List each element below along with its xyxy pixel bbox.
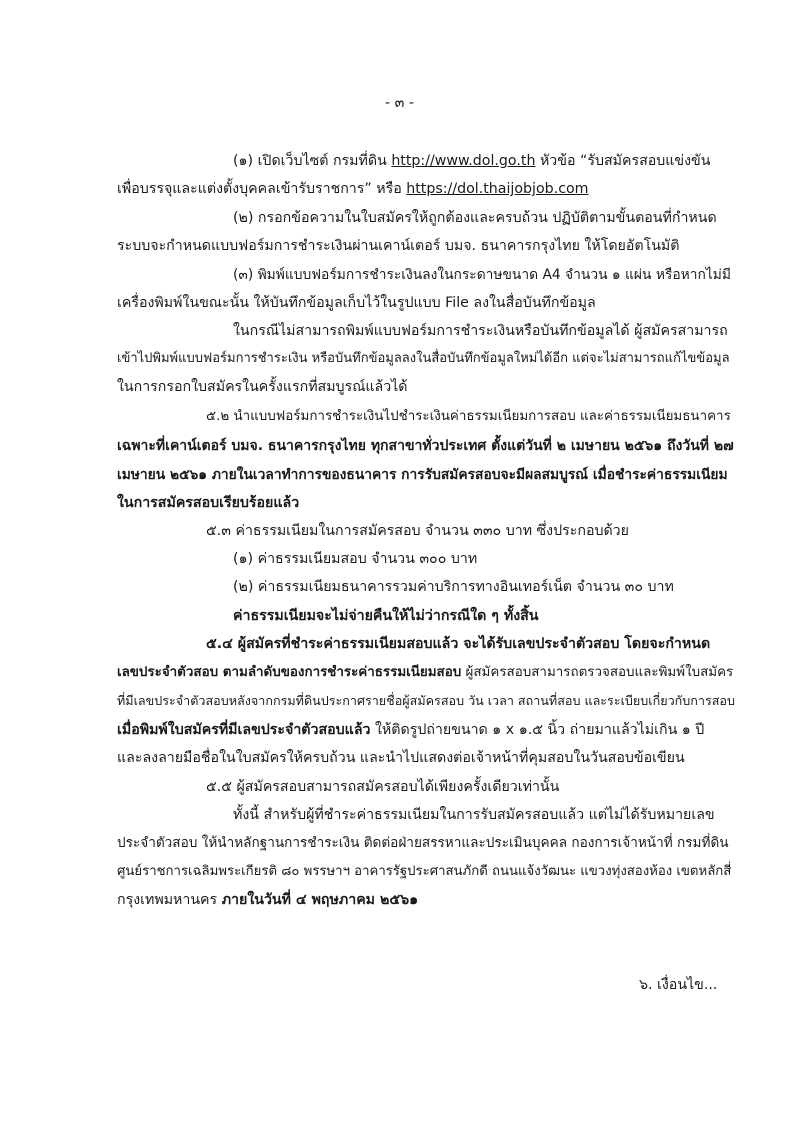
section-5-2-line-3: เมษายน ๒๕๖๑ ภายในเวลาทำการของธนาคาร การรับสมัครสอบจะมีผลสมบูรณ์ เมื่อชำระค่าธรรมเนียม [117,467,728,483]
step-2-line-2: ระบบจะกำหนดแบบฟอร์มการชำระเงินผ่านเคาน์เตอร์ บมจ. ธนาคารกรุงไทย ให้โดยอัตโนมัติ [117,238,680,254]
step-1-line-2 [117,176,589,202]
continuation-marker: ๖. เงื่อนไข... [639,977,718,993]
deadline-date: ภายในวันที่ ๔ พฤษภาคม ๒๕๖๑ [221,892,419,908]
section-5-4-text-c: ให้ติดรูปถ่ายขนาด ๑ x ๑.๕ นิ้ว ถ่ายมาแล้วไม่เกิน ๑ ปี [370,722,705,738]
section-5-5-text-a: กรุงเทพมหานคร [117,892,222,908]
section-5-4-bold-a: เลขประจำตัวสอบ ตามลำดับของการชำระค่าธรรมเนียมสอบ [117,665,462,680]
section-5-2-line-4: ในการสมัครสอบเรียบร้อยแล้ว [117,495,300,511]
section-5-3-line-1: ๕.๓ ค่าธรรมเนียมในการสมัครสอบ จำนวน ๓๓๐ บาท ซึ่งประกอบด้วย [206,523,629,539]
section-5-5-line-3: ประจำตัวสอบ ให้นำหลักฐานการชำระเงิน ติดต่อฝ่ายสรรหาและประเมินบุคคล กองการเจ้าหน้าที่ กรมที่ดิน [117,835,729,851]
section-5-2-line-2: เฉพาะที่เคาน์เตอร์ บมจ. ธนาคารกรุงไทย ทุกสาขาทั่วประเทศ ตั้งแต่วันที่ ๒ เมษายน ๒๕๖๑ ถึงวันที่ ๒๗ [117,438,734,454]
page-number: - ๓ - [385,95,414,111]
section-5-4-text-b: ผู้สมัครสอบสามารถตรวจสอบและพิมพ์ใบสมัคร [461,665,734,680]
section-5-5-line-4: ศูนย์ราชการเฉลิมพระเกียรติ ๘๐ พรรษาฯ อาคารรัฐประศาสนภักดี ถนนแจ้งวัฒนะ แขวงทุ่งสองห้อง เขตหลักสี่ [117,864,732,879]
step-1-text-c: เพื่อบรรจุและแต่งตั้งบุคคลเข้ารับราชการ” หรือ [117,181,407,197]
section-5-4-line-2 [117,660,733,686]
section-5-5-line-2: ทั้งนี้ สำหรับผู้ที่ชำระค่าธรรมเนียมในการรับสมัครสอบแล้ว แต่ไม่ได้รับหมายเลข [233,807,715,823]
section-5-4-line-1: ๕.๔ ผู้สมัครที่ชำระค่าธรรมเนียมสอบแล้ว จะได้รับเลขประจำตัวสอบ โดยจะกำหนด [206,636,711,652]
note-line-2: เข้าไปพิมพ์แบบฟอร์มการชำระเงิน หรือบันทึกข้อมูลลงในสื่อบันทึกข้อมูลใหม่ได้อีก แต่จะไม่สามารถแก้ไขข้อมูล [117,351,730,366]
fee-item-1: (๑) ค่าธรรมเนียมสอบ จำนวน ๓๐๐ บาท [233,551,478,567]
section-5-4-line-4 [117,717,704,743]
section-5-5-line-5 [117,887,418,913]
dol-website-link[interactable]: http://www.dol.go.th [391,153,536,169]
note-line-1: ในกรณีไม่สามารถพิมพ์แบบฟอร์มการชำระเงินหรือบันทึกข้อมูลได้ ผู้สมัครสามารถ [233,323,728,339]
section-5-4-line-3: ที่มีเลขประจำตัวสอบหลังจากกรมที่ดินประกาศรายชื่อผู้สมัครสอบ วัน เวลา สถานที่สอบ และระเบียบเกี่ยวกับการสอบ [117,693,735,708]
section-5-4-line-5: และลงลายมือชื่อในใบสมัครให้ครบถ้วน และนำไปแสดงต่อเจ้าหน้าที่คุมสอบในวันสอบข้อเขียน [117,750,685,766]
step-3-line-2: เครื่องพิมพ์ในขณะนั้น ให้บันทึกข้อมูลเก็บไว้ในรูปแบบ File ลงในสื่อบันทึกข้อมูล [117,295,596,311]
step-1-text-a: (๑) เปิดเว็บไซต์ กรมที่ดิน [233,153,392,169]
section-5-5-line-1: ๕.๕ ผู้สมัครสอบสามารถสมัครสอบได้เพียงครั้งเดียวเท่านั้น [206,779,560,795]
step-1-text-b: หัวข้อ “รับสมัครสอบแข่งขัน [535,153,711,169]
section-5-4-bold-b: เมื่อพิมพ์ใบสมัครที่มีเลขประจำตัวสอบแล้ว [117,722,371,738]
no-refund-note: ค่าธรรมเนียมจะไม่จ่ายคืนให้ไม่ว่ากรณีใด ๆ ทั้งสิ้น [233,608,539,624]
thaijobjob-link[interactable]: https://dol.thaijobjob.com [406,181,589,197]
fee-item-2: (๒) ค่าธรรมเนียมธนาคารรวมค่าบริการทางอินเทอร์เน็ต จำนวน ๓๐ บาท [233,579,674,595]
note-line-3: ในการกรอกใบสมัครในครั้งแรกที่สมบูรณ์แล้วได้ [117,379,408,395]
step-2-line-1: (๒) กรอกข้อความในใบสมัครให้ถูกต้องและครบถ้วน ปฏิบัติตามขั้นตอนที่กำหนด [233,210,717,226]
step-1-line-1 [233,148,710,174]
step-3-line-1: (๓) พิมพ์แบบฟอร์มการชำระเงินลงในกระดาษขนาด A4 จำนวน ๑ แผ่น หรือหากไม่มี [233,267,731,283]
section-5-2-line-1: ๕.๒ นำแบบฟอร์มการชำระเงินไปชำระเงินค่าธรรมเนียมการสอบ และค่าธรรมเนียมธนาคาร [206,409,731,424]
